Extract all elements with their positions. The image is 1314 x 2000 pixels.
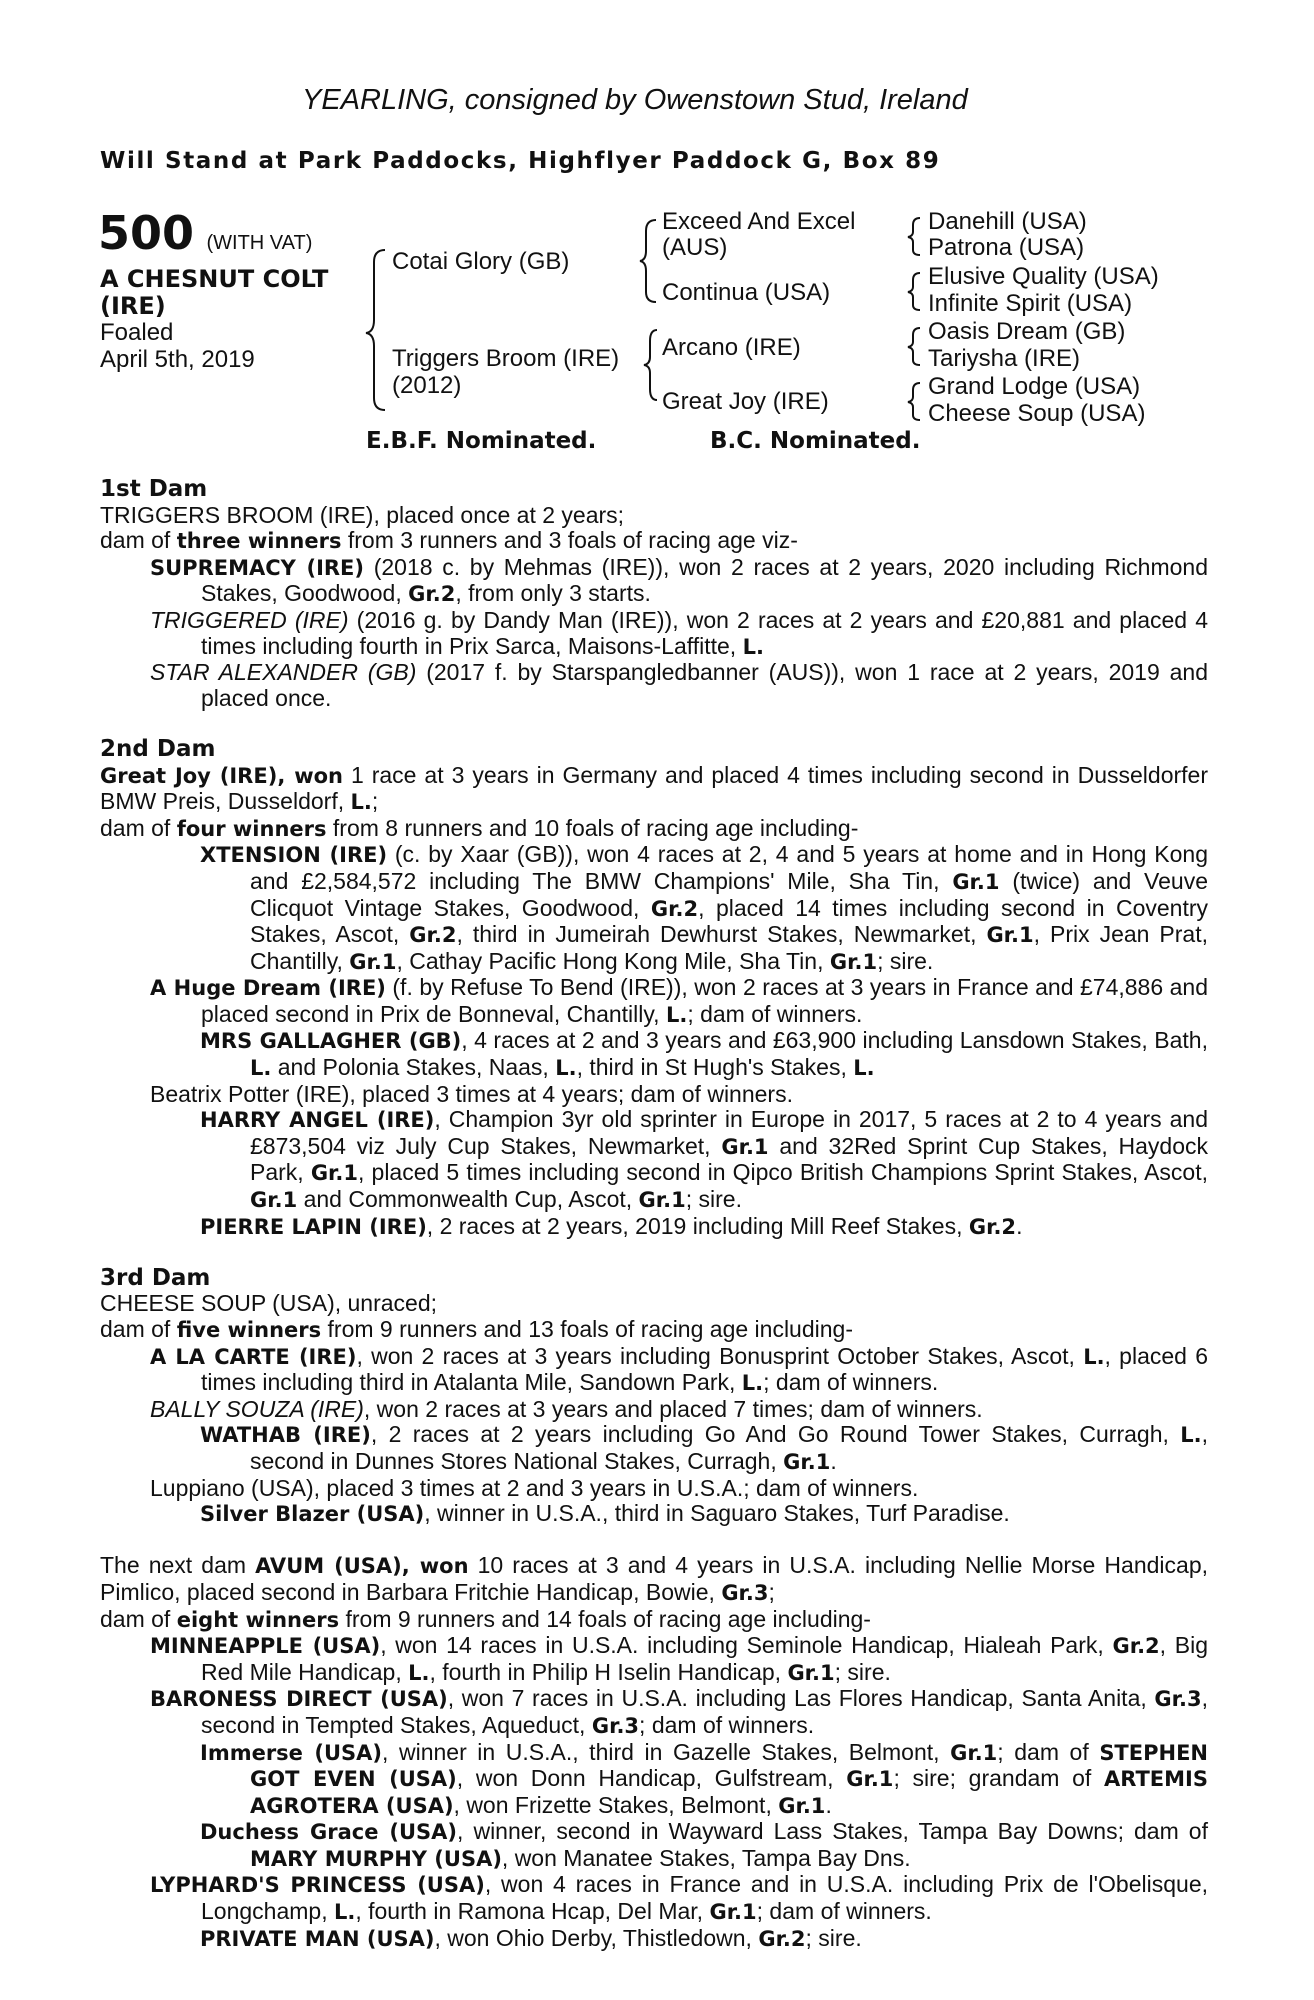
produce-entry: A LA CARTE (IRE), won 2 races at 3 years including Bonusprint October Stakes, Ascot, L., placed 6 times including third in Atalanta Mile, Sandown Park, L.; dam of winners. (150, 1342, 1208, 1396)
sire-sire-country: (AUS) (662, 234, 728, 261)
produce-entry: Luppiano (USA), placed 3 times at 2 and 3 years in U.S.A.; dam of winners. (150, 1474, 919, 1501)
ancestor-5: Oasis Dream (GB) (928, 318, 1126, 345)
grandproduce-entry: Duchess Grace (USA), winner, second in Wayward Lass Stakes, Tampa Bay Downs; dam of MARY MURPHY (USA), won Manatee Stakes, Tampa Bay Dns. (200, 1818, 1208, 1871)
third-dam-produce-summary: dam of five winners from 9 runners and 13 foals of racing age including- (100, 1316, 853, 1342)
lot-price: 500 (98, 206, 195, 260)
grandproduce-entry: MRS GALLAGHER (GB), 4 races at 2 and 3 years and £63,900 including Lansdown Stakes, Bath, L. and Polonia Stakes, Naas, L., third in St Hugh's Stakes, L. (200, 1027, 1208, 1081)
produce-entry: BARONESS DIRECT (USA), won 7 races in U.S.A. including Las Flores Handicap, Santa Anita, Gr.3, second in Tempted Stakes, Aqueduct, Gr.3; dam of winners. (150, 1685, 1208, 1738)
grandproduce-entry: Silver Blazer (USA), winner in U.S.A., third in Saguaro Stakes, Turf Paradise. (200, 1500, 1010, 1527)
produce-entry: STAR ALEXANDER (GB) (2017 f. by Starspangledbanner (AUS)), won 1 race at 2 years, 2019 and placed once. (150, 659, 1208, 711)
section-first-dam: 1st Dam (100, 476, 208, 502)
next-dam-produce-summary: dam of eight winners from 9 runners and 14 foals of racing age including- (100, 1605, 871, 1632)
lot-description: A CHESNUT COLT (100, 265, 329, 293)
ebf-nomination: E.B.F. Nominated. (366, 428, 597, 454)
foaled-label: Foaled (100, 319, 174, 346)
ancestor-8: Cheese Soup (USA) (928, 400, 1146, 427)
dam-foaling-year: (2012) (392, 372, 462, 399)
section-third-dam: 3rd Dam (100, 1264, 211, 1291)
first-dam-produce-summary: dam of three winners from 3 runners and 3 foals of racing age viz- (100, 527, 798, 554)
page-heading: YEARLING, consigned by Owenstown Stud, Ireland (302, 84, 968, 116)
produce-entry: XTENSION (IRE) (c. by Xaar (GB)), won 4 races at 2, 4 and 5 years at home and in Hong Kong and £2,584,572 including The BMW Champions' Mile, Sha Tin, Gr.1 (twice) and Veuve Clicquot Vintage Stakes, Goodwood, Gr.2, placed 14 times including second in Coventry Stakes, Ascot, Gr.2, third in Jumeirah Dewhurst Stakes, Newmarket, Gr.1, Prix Jean Prat, Chantilly, Gr.1, Cathay Pacific Hong Kong Mile, Sha Tin, Gr.1; sire. (200, 841, 1209, 974)
catalogue-body (100, 477, 1208, 1952)
produce-entry: A Huge Dream (IRE) (f. by Refuse To Bend (IRE)), won 2 races at 3 years in France and £74,886 and placed second in Prix de Bonneval, Chantilly, L.; dam of winners. (150, 974, 1208, 1027)
ancestor-2: Patrona (USA) (928, 234, 1085, 261)
produce-entry: Beatrix Potter (IRE), placed 3 times at 4 years; dam of winners. (150, 1080, 793, 1107)
grandproduce-entry: PRIVATE MAN (USA), won Ohio Derby, Thistledown, Gr.2; sire. (200, 1924, 862, 1951)
sire-name: Cotai Glory (GB) (392, 248, 570, 275)
bc-nomination: B.C. Nominated. (710, 428, 921, 454)
grandproduce-entry: Immerse (USA), winner in U.S.A., third in Gazelle Stakes, Belmont, Gr.1; dam of STEPHEN GOT EVEN (USA), won Donn Handicap, Gulfstream, Gr.1; sire; grandam of ARTEMIS AGROTERA (USA), won Frizette Stakes, Belmont, Gr.1. (200, 1738, 1208, 1818)
ancestor-7: Grand Lodge (USA) (928, 373, 1141, 400)
vat-note: (WITH VAT) (206, 232, 313, 254)
ancestor-6: Tariysha (IRE) (928, 345, 1081, 372)
second-dam-summary: Great Joy (IRE), won 1 race at 3 years in Germany and placed 4 times including second in Dusseldorfer BMW Preis, Dusseldorf, L.; (100, 761, 1209, 815)
produce-entry: MINNEAPPLE (USA), won 14 races in U.S.A. including Seminole Handicap, Hialeah Park, Gr.2, Big Red Mile Handicap, L., fourth in Philip H Iselin Handicap, Gr.1; sire. (150, 1632, 1208, 1685)
ancestor-3: Elusive Quality (USA) (928, 263, 1159, 290)
dam-name: Triggers Broom (IRE) (392, 345, 620, 372)
dam-sire: Arcano (IRE) (662, 334, 801, 361)
produce-entry: BALLY SOUZA (IRE), won 2 races at 3 years and placed 7 times; dam of winners. (150, 1395, 983, 1422)
lot-description-country: (IRE) (100, 292, 166, 320)
sire-dam: Continua (USA) (662, 279, 831, 306)
foaled-date: April 5th, 2019 (100, 346, 255, 373)
produce-entry: TRIGGERED (IRE) (2016 g. by Dandy Man (IRE)), won 2 races at 2 years and £20,881 and placed 4 times including fourth in Prix Sarca, Maisons-Laffitte, L. (150, 606, 1209, 659)
second-dam-produce-summary: dam of four winners from 8 runners and 10 foals of racing age including- (100, 814, 859, 841)
sire-sire: Exceed And Excel (662, 208, 856, 235)
third-dam-summary: CHEESE SOUP (USA), unraced; (100, 1290, 438, 1317)
section-second-dam: 2nd Dam (100, 735, 216, 762)
stand-location: Will Stand at Park Paddocks, Highflyer Paddock G, Box 89 (100, 148, 941, 174)
ancestor-4: Infinite Spirit (USA) (928, 290, 1133, 317)
grandproduce-entry: WATHAB (IRE), 2 races at 2 years including Go And Go Round Tower Stakes, Curragh, L., second in Dunnes Stores National Stakes, Curragh, Gr.1. (200, 1421, 1208, 1474)
dam-dam: Great Joy (IRE) (662, 388, 829, 415)
produce-entry: LYPHARD'S PRINCESS (USA), won 4 races in France and in U.S.A. including Prix de l'Obelisque, Longchamp, L., fourth in Ramona Hcap, Del Mar, Gr.1; dam of winners. (150, 1871, 1208, 1925)
produce-entry: SUPREMACY (IRE) (2018 c. by Mehmas (IRE)), won 2 races at 2 years, 2020 including Richmond Stakes, Goodwood, Gr.2, from only 3 starts. (150, 553, 1209, 607)
grandproduce-entry: PIERRE LAPIN (IRE), 2 races at 2 years, 2019 including Mill Reef Stakes, Gr.2. (200, 1212, 1023, 1239)
first-dam-summary: TRIGGERS BROOM (IRE), placed once at 2 years; (100, 501, 625, 528)
grandproduce-entry: HARRY ANGEL (IRE), Champion 3yr old sprinter in Europe in 2017, 5 races at 2 to 4 years and £873,504 viz July Cup Stakes, Newmarket, Gr.1 and 32Red Sprint Cup Stakes, Haydock Park, Gr.1, placed 5 times including second in Qipco British Champions Sprint Stakes, Ascot, Gr.1 and Commonwealth Cup, Ascot, Gr.1; sire. (200, 1106, 1208, 1213)
ancestor-1: Danehill (USA) (928, 208, 1087, 235)
next-dam-summary: The next dam AVUM (USA), won 10 races at 3 and 4 years in U.S.A. including Nellie Morse Handicap, Pimlico, placed second in Barbara Fritchie Handicap, Bowie, Gr.3; (100, 1552, 1208, 1605)
